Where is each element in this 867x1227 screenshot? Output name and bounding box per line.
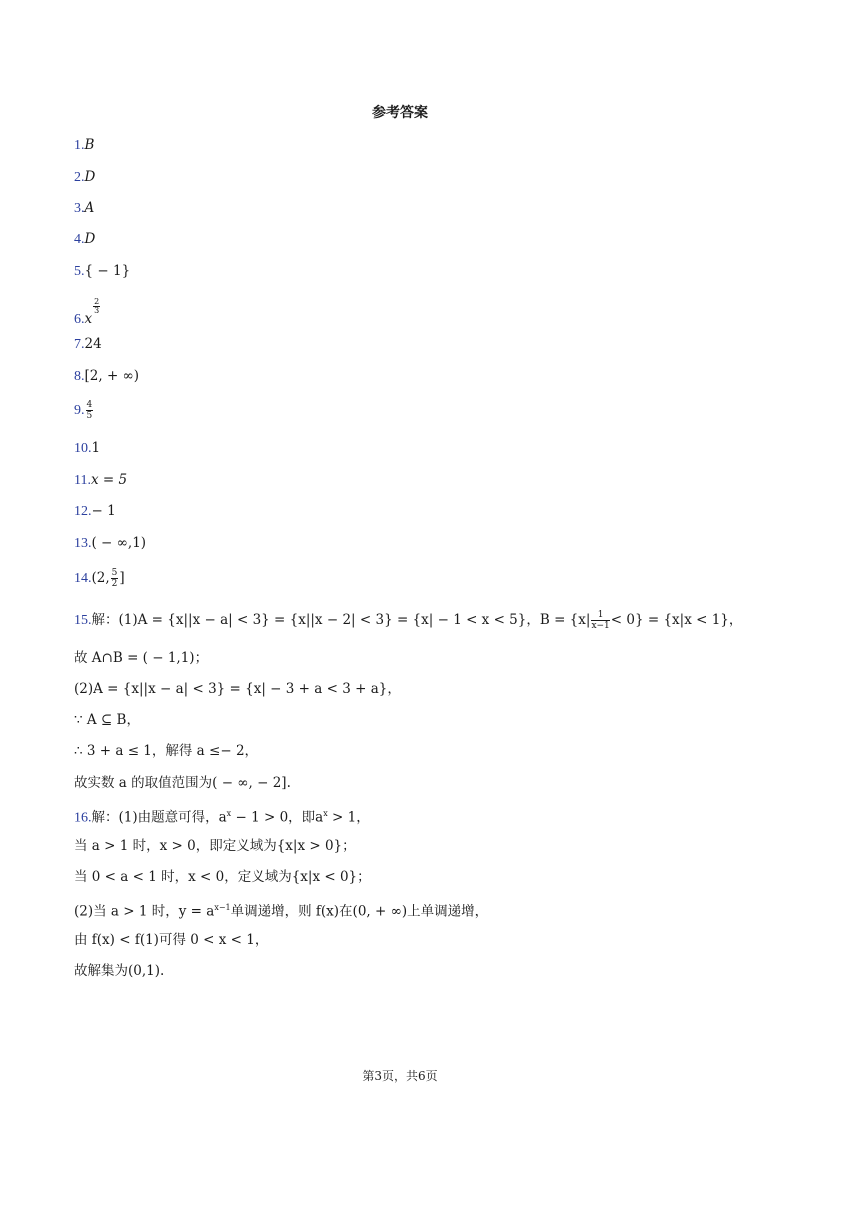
q16-text-c: > 1， xyxy=(327,809,370,826)
answer-4 xyxy=(74,229,95,250)
answer-9 xyxy=(74,400,94,421)
answer-13 xyxy=(74,533,146,554)
fraction-numerator: 1 xyxy=(591,610,609,621)
q16-line-6: 故解集为(0,1). xyxy=(74,963,165,979)
page-title: 参考答案 xyxy=(372,105,428,121)
answer-text: D xyxy=(84,169,96,185)
q16-exponent: x xyxy=(323,809,328,818)
answer-10 xyxy=(74,438,100,459)
q16-line-1 xyxy=(74,804,370,829)
answer-number: 1. xyxy=(74,138,85,153)
answer-number: 11. xyxy=(74,473,91,488)
answer-8 xyxy=(74,366,139,387)
answer-6 xyxy=(74,298,101,330)
fraction-numerator: 4 xyxy=(86,400,93,410)
q16-text-a: 解：(1)由题意可得，a xyxy=(91,809,227,826)
answer-text: { − 1} xyxy=(84,263,131,279)
q16-text-b: 单调递增，则 f(x)在(0, + ∞)上单调递增， xyxy=(230,903,489,920)
fraction-denominator: 2 xyxy=(111,579,118,589)
q15-line-4: ∵ A ⊆ B， xyxy=(74,712,140,728)
fraction-denominator: x−1 xyxy=(591,621,610,631)
exponent-numerator: 2 xyxy=(94,297,100,306)
answer-5 xyxy=(74,261,130,282)
fraction-denominator: 5 xyxy=(86,411,93,421)
q15-fraction xyxy=(591,610,609,631)
q15-number: 15. xyxy=(74,613,92,628)
q16-exponent: x xyxy=(226,809,232,818)
answer-number: 7. xyxy=(74,337,85,352)
answer-text: ( − ∞,1) xyxy=(91,535,147,551)
answer-number: 9. xyxy=(74,403,85,418)
answer-number: 6. xyxy=(74,312,85,327)
answer-text: B xyxy=(84,137,95,153)
answer-11 xyxy=(74,470,127,491)
answer-text: x = 5 xyxy=(90,472,128,488)
answer-number: 13. xyxy=(74,536,92,551)
fraction-numerator: 5 xyxy=(111,568,118,578)
answer-number: 5. xyxy=(74,264,85,279)
answer-text: 24 xyxy=(84,336,102,352)
q16-line-5: 由 f(x) < f(1)可得 0 < x < 1， xyxy=(74,932,269,948)
answer-14 xyxy=(74,568,125,589)
exponent-fraction xyxy=(93,298,100,315)
answer-text: A xyxy=(84,200,95,216)
answer-text: − 1 xyxy=(91,503,116,519)
q15-line-1 xyxy=(74,610,742,631)
answer-post: ] xyxy=(119,570,125,586)
answer-7 xyxy=(74,334,102,355)
answer-text: [2, + ∞) xyxy=(84,368,140,384)
q15-line-2: 故 A∩B = ( − 1,1)； xyxy=(74,650,209,666)
q16-number: 16. xyxy=(74,810,92,826)
answer-1 xyxy=(74,135,94,156)
answer-2 xyxy=(74,167,95,188)
q16-exponent: x−1 xyxy=(214,903,231,912)
q15-line-5: ∴ 3 + a ≤ 1，解得 a ≤− 2， xyxy=(74,743,259,759)
q15-text-a: 解：(1)A = {x||x − a| < 3} = {x||x − 2| < 3} = {x| − 1 < x < 5}，B = {x| xyxy=(91,612,591,628)
answer-number: 14. xyxy=(74,571,92,586)
q15-line-3: (2)A = {x||x − a| < 3} = {x| − 3 + a < 3 + a}， xyxy=(74,681,401,697)
answer-12 xyxy=(74,501,116,522)
answer-number: 12. xyxy=(74,504,92,519)
q15-line-6: 故实数 a 的取值范围为( − ∞, − 2]. xyxy=(74,775,291,791)
answer-text: 1 xyxy=(91,440,101,456)
answer-3 xyxy=(74,198,94,219)
answer-number: 3. xyxy=(74,201,85,216)
answer-fraction xyxy=(86,400,94,421)
q16-line-4 xyxy=(74,898,488,922)
answer-number: 10. xyxy=(74,441,92,456)
q15-text-b: < 0} = {x|x < 1}， xyxy=(610,612,743,628)
q16-text-a: (2)当 a > 1 时，y = a xyxy=(74,903,215,920)
answer-number: 8. xyxy=(74,369,85,384)
q16-line-3: 当 0 < a < 1 时，x < 0，定义域为{x|x < 0}； xyxy=(74,869,371,885)
q16-line-2: 当 a > 1 时，x > 0，即定义域为{x|x > 0}； xyxy=(74,838,356,854)
answer-number: 4. xyxy=(74,232,85,247)
q16-text-b: − 1 > 0，即a xyxy=(231,809,324,826)
answer-base: x xyxy=(84,311,93,327)
page-footer: 第3页，共6页 xyxy=(362,1069,438,1083)
answer-fraction xyxy=(111,568,119,589)
answer-text: D xyxy=(84,231,96,247)
answer-number: 2. xyxy=(74,170,85,185)
answer-pre: (2, xyxy=(91,570,110,586)
exponent-denominator: 3 xyxy=(94,306,100,315)
